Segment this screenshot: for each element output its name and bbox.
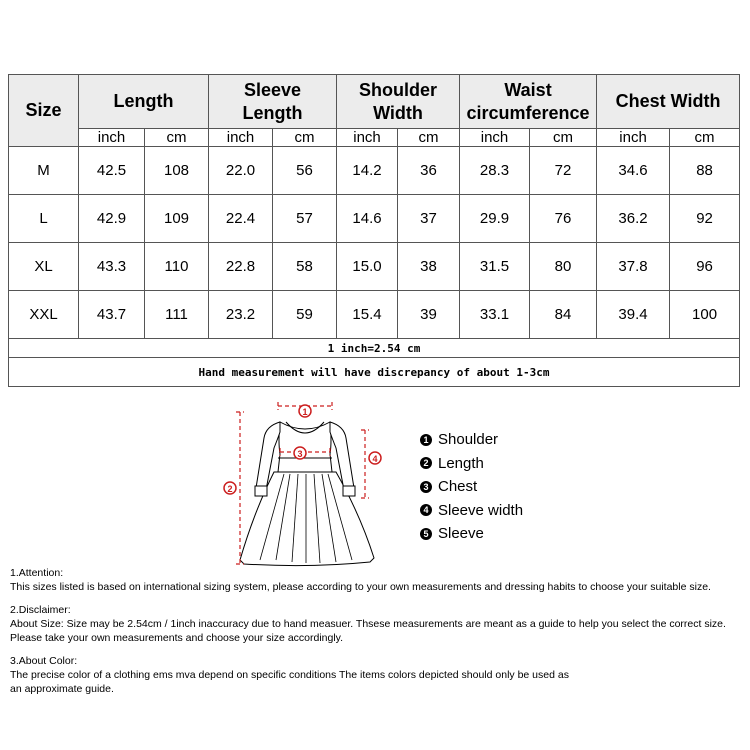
legend-item	[420, 522, 523, 546]
size-chart-table	[8, 74, 740, 387]
value-cell: 58	[273, 243, 337, 291]
value-cell: 23.2	[209, 291, 273, 339]
unit-cell: inch	[209, 129, 273, 147]
notes-section	[10, 566, 750, 705]
value-cell: 14.2	[337, 147, 398, 195]
value-cell: 31.5	[460, 243, 530, 291]
value-cell: 36.2	[597, 195, 670, 243]
size-cell: XL	[9, 243, 79, 291]
table-row	[9, 195, 740, 243]
legend-label: Sleeve	[438, 525, 484, 543]
header-chest-width: Chest Width	[597, 75, 740, 129]
value-cell: 22.8	[209, 243, 273, 291]
value-cell: 80	[530, 243, 597, 291]
dress-measurement-diagram	[220, 392, 400, 570]
header-shoulder-width	[337, 75, 460, 129]
note-title: 1.Attention:	[10, 567, 64, 579]
value-cell: 59	[273, 291, 337, 339]
value-cell: 37.8	[597, 243, 670, 291]
header-sleeve-length-line-2: Length	[242, 102, 303, 123]
note-line: The precise color of a clothing ems mva depend on specific conditions The items colors depicted should only be used as	[10, 669, 569, 681]
legend-item	[420, 499, 523, 523]
legend-label: Length	[438, 454, 484, 472]
legend-item	[420, 452, 523, 476]
value-cell: 22.0	[209, 147, 273, 195]
header-waist-line-2: circumference	[466, 102, 590, 123]
value-cell: 43.7	[79, 291, 145, 339]
header-waist-line-1: Waist	[504, 79, 552, 100]
unit-cell: cm	[670, 129, 740, 147]
header-shoulder-width-line-1: Shoulder	[359, 79, 438, 100]
unit-cell: inch	[337, 129, 398, 147]
value-cell: 34.6	[597, 147, 670, 195]
marker-4: 4	[372, 454, 378, 464]
unit-cell: cm	[273, 129, 337, 147]
size-cell: M	[9, 147, 79, 195]
header-sleeve-length	[209, 75, 337, 129]
legend-number: 2	[420, 457, 432, 469]
table-row	[9, 291, 740, 339]
conversion-note-row	[9, 339, 740, 358]
header-size: Size	[9, 75, 79, 147]
value-cell: 92	[670, 195, 740, 243]
conversion-note: 1 inch=2.54 cm	[9, 339, 740, 358]
value-cell: 14.6	[337, 195, 398, 243]
legend-label: Sleeve width	[438, 501, 524, 519]
value-cell: 109	[145, 195, 209, 243]
table-row	[9, 147, 740, 195]
discrepancy-note: Hand measurement will have discrepancy of about 1-3cm	[9, 358, 740, 387]
header-length: Length	[79, 75, 209, 129]
unit-cell: cm	[398, 129, 460, 147]
unit-cell: cm	[145, 129, 209, 147]
header-shoulder-width-line-2: Width	[373, 102, 423, 123]
unit-cell: inch	[460, 129, 530, 147]
unit-cell: cm	[530, 129, 597, 147]
unit-row	[9, 129, 740, 147]
marker-3: 3	[297, 449, 303, 459]
value-cell: 111	[145, 291, 209, 339]
value-cell: 38	[398, 243, 460, 291]
value-cell: 76	[530, 195, 597, 243]
value-cell: 43.3	[79, 243, 145, 291]
value-cell: 84	[530, 291, 597, 339]
header-waist	[460, 75, 597, 129]
note-attention	[10, 566, 750, 594]
legend-number: 5	[420, 528, 432, 540]
legend-label: Chest	[438, 478, 478, 496]
unit-cell: inch	[597, 129, 670, 147]
value-cell: 29.9	[460, 195, 530, 243]
value-cell: 15.0	[337, 243, 398, 291]
header-row	[9, 75, 740, 129]
size-cell: L	[9, 195, 79, 243]
note-line: an approximate guide.	[10, 683, 114, 695]
value-cell: 96	[670, 243, 740, 291]
legend-item	[420, 475, 523, 499]
value-cell: 28.3	[460, 147, 530, 195]
note-line: About Size: Size may be 2.54cm / 1inch inaccuracy due to hand measuer. Thsese measurements are meant as a guide to help you select the correct size.	[10, 618, 726, 630]
legend-number: 3	[420, 481, 432, 493]
value-cell: 36	[398, 147, 460, 195]
legend-number: 1	[420, 434, 432, 446]
note-title: 3.About Color:	[10, 655, 78, 667]
measurement-legend	[420, 428, 523, 546]
note-disclaimer	[10, 603, 750, 645]
value-cell: 42.5	[79, 147, 145, 195]
value-cell: 57	[273, 195, 337, 243]
discrepancy-note-row	[9, 358, 740, 387]
value-cell: 108	[145, 147, 209, 195]
note-title: 2.Disclaimer:	[10, 604, 71, 616]
value-cell: 110	[145, 243, 209, 291]
value-cell: 15.4	[337, 291, 398, 339]
value-cell: 33.1	[460, 291, 530, 339]
legend-item	[420, 428, 523, 452]
size-cell: XXL	[9, 291, 79, 339]
value-cell: 42.9	[79, 195, 145, 243]
value-cell: 37	[398, 195, 460, 243]
marker-2: 2	[227, 484, 233, 494]
value-cell: 39.4	[597, 291, 670, 339]
value-cell: 72	[530, 147, 597, 195]
header-sleeve-length-line-1: Sleeve	[243, 79, 302, 100]
value-cell: 56	[273, 147, 337, 195]
legend-number: 4	[420, 504, 432, 516]
note-line: This sizes listed is based on international sizing system, please according to your own measurements and dressing habits to choose your suitable size.	[10, 581, 711, 593]
value-cell: 22.4	[209, 195, 273, 243]
value-cell: 100	[670, 291, 740, 339]
marker-1: 1	[302, 407, 308, 417]
unit-cell: inch	[79, 129, 145, 147]
note-line: Please take your own measurements and choose your size accordingly.	[10, 632, 344, 644]
table-row	[9, 243, 740, 291]
legend-label: Shoulder	[438, 431, 499, 449]
value-cell: 88	[670, 147, 740, 195]
note-color	[10, 654, 750, 696]
value-cell: 39	[398, 291, 460, 339]
